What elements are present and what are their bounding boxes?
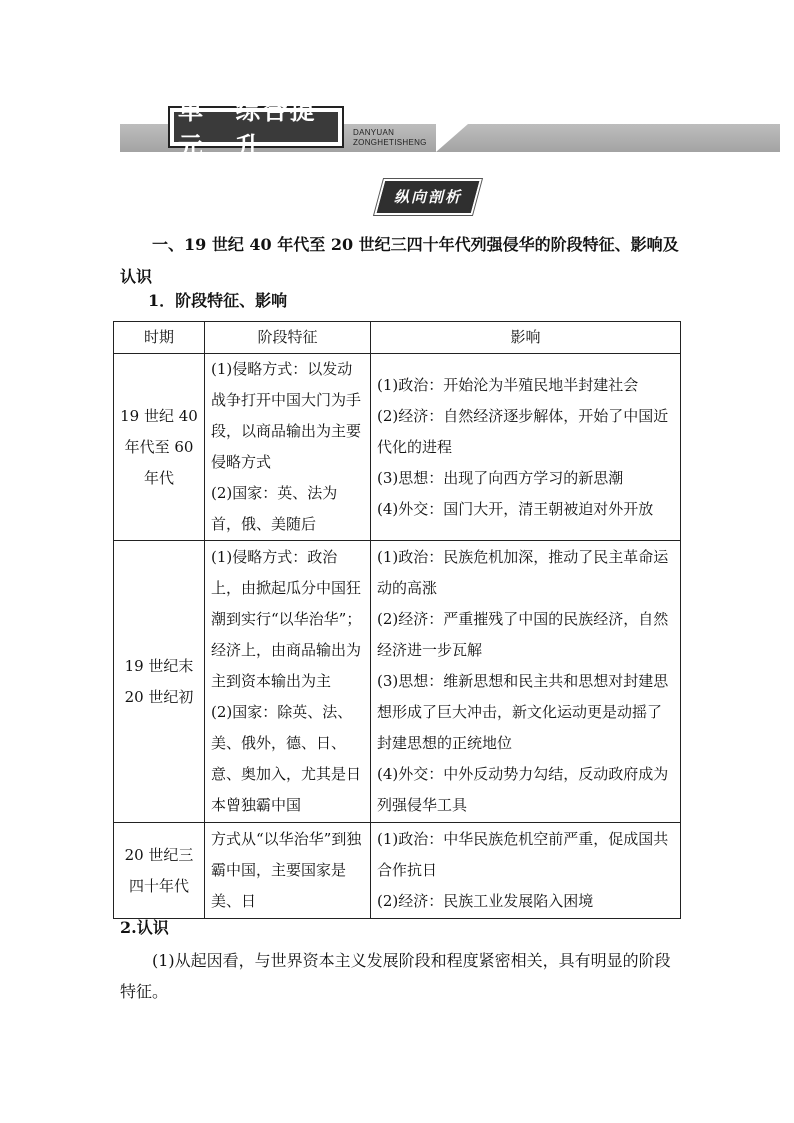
impact-item: (1)政治：中华民族危机空前严重，促成国共合作抗日 [377, 830, 669, 879]
impact-cell [371, 354, 681, 541]
banner-wedge [436, 124, 468, 152]
header-impact: 影响 [371, 322, 681, 354]
paragraph: (1)从起因看，与世界资本主义发展阶段和程度紧密相关，具有明显的阶段特征。 [120, 951, 671, 1001]
period-cell [114, 354, 205, 541]
table-row [114, 354, 681, 541]
unit-banner [168, 96, 344, 161]
period-text: 19 世纪末 20 世纪初 [124, 656, 194, 706]
banner-subtitle [353, 128, 427, 148]
period-cell [114, 541, 205, 823]
banner-sub-line2: ZONGHETISHENG [353, 138, 427, 147]
impact-cell [371, 823, 681, 919]
table-row [114, 823, 681, 919]
impact-item: (2)经济：民族工业发展陷入困境 [377, 892, 594, 910]
period-cell [114, 823, 205, 919]
stage-item: (1)侵略方式：以发动战争打开中国大门为手段，以商品输出为主要侵略方式 [211, 360, 362, 471]
period-text: 20 世纪三四十年代 [124, 845, 194, 895]
section-badge [377, 181, 480, 213]
impact-item: (2)经济：自然经济逐步解体，开始了中国近代化的进程 [377, 406, 669, 456]
impact-item: (1)政治：民族危机加深，推动了民主革命运动的高涨 [377, 548, 669, 597]
stage-item: 方式从“以华治华”到独霸中国，主要国家是美、日 [211, 830, 362, 910]
table-row [114, 541, 681, 823]
impact-item: (4)外交：中外反动势力勾结，反动政府成为列强侵华工具 [377, 765, 669, 814]
impact-item: (3)思想：出现了向西方学习的新思潮 [377, 468, 624, 487]
section-badge-label: 纵向剖析 [393, 188, 462, 206]
banner-sub-line1: DANYUAN [353, 128, 395, 137]
stage-item: (1)侵略方式：政治上，由掀起瓜分中国狂潮到实行“以华治华”；经济上，由商品输出为主到资本输出为主 [211, 548, 362, 690]
impact-cell [371, 541, 681, 823]
subheading-understanding: 2.认识 [120, 918, 169, 937]
impact-item: (3)思想：维新思想和民主共和思想对封建思想形成了巨大冲击，新文化运动更是动摇了封建思想的正统地位 [377, 672, 669, 752]
banner-title-part2: 综合提升 [235, 96, 317, 161]
impact-item: (2)经济：严重摧残了中国的民族经济，自然经济进一步瓦解 [377, 610, 669, 659]
banner-title-part1: 单元 [178, 96, 206, 161]
stage-item: (2)国家：英、法为首，俄、美随后 [211, 484, 338, 533]
header-period: 时期 [114, 322, 205, 354]
period-text: 19 世纪 40 年代至 60 年代 [120, 406, 198, 487]
subheading-stages: 1．阶段特征、影响 [148, 291, 288, 310]
section-heading: 一、19 世纪 40 年代至 20 世纪三四十年代列强侵华的阶段特征、影响及认识 [120, 235, 679, 286]
stage-cell [205, 823, 371, 919]
header-stage: 阶段特征 [205, 322, 371, 354]
stage-cell [205, 541, 371, 823]
impact-item: (4)外交：国门大开，清王朝被迫对外开放 [377, 499, 654, 518]
impact-item: (1)政治：开始沦为半殖民地半封建社会 [377, 375, 639, 394]
stage-table [113, 321, 681, 919]
stage-cell [205, 354, 371, 541]
stage-item: (2)国家：除英、法、美、俄外，德、日、意、奥加入，尤其是日本曾独霸中国 [211, 703, 362, 814]
table-header-row [114, 322, 681, 354]
